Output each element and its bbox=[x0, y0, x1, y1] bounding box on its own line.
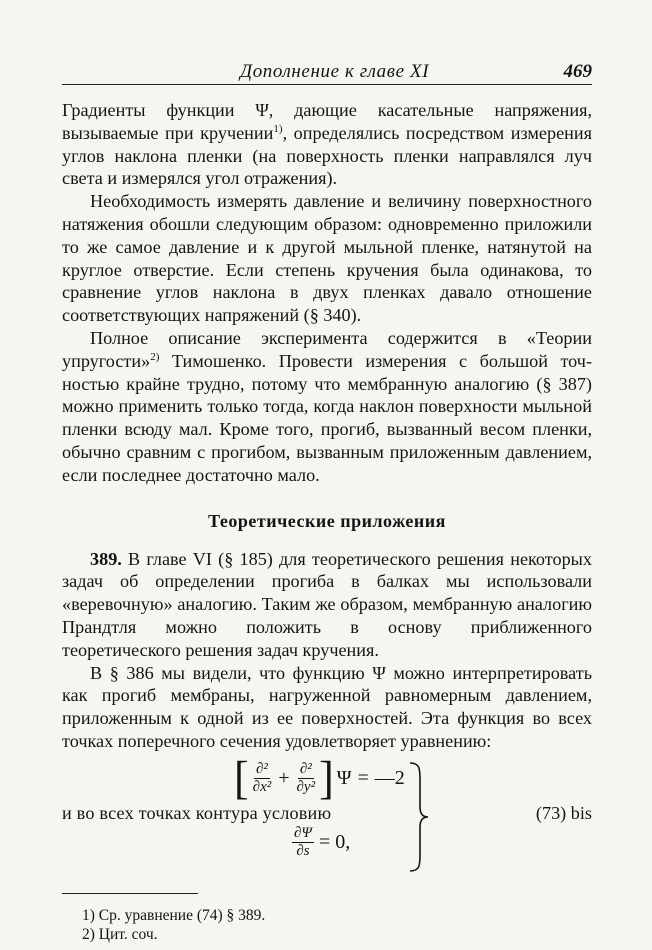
footnote-rule bbox=[62, 893, 198, 894]
right-brace bbox=[406, 761, 432, 873]
equation-number: (73) bis bbox=[535, 802, 592, 823]
numerator: ∂Ψ bbox=[294, 824, 312, 841]
right-bracket: ] bbox=[319, 752, 334, 804]
paragraph-4-text: В главе VI (§ 185) для теоретического решения некоторых задач об определении прогиба в балках мы использовали «веревочную» аналогию. Таким же образом, мембранную аналогию Прандтля можно положить в основу приближенного теоретического решения задач кручения. bbox=[62, 548, 592, 660]
paragraph-1 bbox=[62, 99, 592, 190]
fraction-dpsi-ds bbox=[292, 825, 314, 860]
section-number: 389. bbox=[90, 548, 122, 569]
footnotes bbox=[62, 906, 592, 944]
footnote-2 bbox=[62, 925, 592, 944]
footnote-1 bbox=[62, 906, 592, 925]
paragraph-1-text: Градиенты функции Ψ, дающие касательные напряжения, вызываемые при кручении bbox=[62, 100, 592, 143]
fraction-d2-dx2 bbox=[251, 761, 274, 796]
boundary-condition-equation bbox=[290, 825, 353, 860]
numerator: ∂² bbox=[255, 761, 268, 778]
bc-rhs: = 0, bbox=[318, 830, 351, 853]
left-bracket: [ bbox=[234, 752, 249, 804]
running-title: Дополнение к главе XI bbox=[240, 61, 430, 82]
denominator: ∂x² bbox=[252, 779, 272, 796]
footnote-ref-1: 1) bbox=[273, 122, 283, 135]
paragraph-4 bbox=[62, 548, 592, 662]
paragraph-1-continuation: , определялись посредством измерения углов наклона пленки (на поверхность пленки направлялся луч света и измерялся угол отражения). bbox=[62, 122, 592, 189]
psi-symbol: Ψ bbox=[336, 767, 352, 790]
footnote-text: Ср. уравнение (74) § 389. bbox=[94, 906, 266, 924]
footnote-ref-2: 2) bbox=[150, 350, 160, 363]
paragraph-2: Необходимость измерять давление и величину поверхностного натяжения обошли следующим образом: одновременно приложили то же самое давление и к другой мыльной пленке, натянутой на круглое отверстие. Если степень кручения была одинакова, то сравнение углов наклона в двух пленках давало отношение соответствующих напряжений (§ 340). bbox=[62, 191, 592, 326]
running-header bbox=[62, 56, 592, 85]
poisson-equation bbox=[234, 752, 408, 804]
equals-sign: = bbox=[357, 767, 369, 790]
section-heading: Теоретические приложения bbox=[208, 510, 446, 531]
denominator: ∂s bbox=[296, 842, 310, 859]
footnote-mark: 1) bbox=[82, 906, 95, 924]
paragraph-5: В § 386 мы видели, что функцию Ψ можно интерпретировать как прогиб мембраны, нагруженной равномерным давлением, приложенным к одной из ее поверхностей. Эта функция во всех точках поперечного сечения удовлетворяет уравнению: bbox=[62, 662, 592, 751]
paragraph-3-text-a: Полное описание эксперимента содержится в «Теории упругости» bbox=[62, 327, 592, 371]
formula-block bbox=[62, 752, 592, 877]
body-text bbox=[62, 99, 592, 944]
rhs-value: —2 bbox=[374, 767, 405, 790]
footnote-text: Цит. соч. bbox=[94, 925, 158, 943]
numerator: ∂² bbox=[299, 761, 312, 778]
paragraph-3-text-b: Тимошенко. Провести измерения с большой точностью крайне трудно, потому что мембранную аналогию (§ 387) можно применить только тогда, когда наклон поверхности мыльной пленки всюду мал. Кроме того, прогиб, вызванный весом пленки, обычно сравним с прогибом, вызванным приложенным давлением, если последнее достаточно мало. bbox=[62, 350, 592, 485]
paragraph-3 bbox=[62, 327, 592, 487]
footnote-mark: 2) bbox=[82, 925, 95, 943]
fraction-d2-dy2 bbox=[295, 761, 318, 796]
plus-sign: + bbox=[278, 767, 290, 790]
page-number: 469 bbox=[563, 61, 592, 82]
denominator: ∂y² bbox=[296, 779, 316, 796]
boundary-condition-text: и во всех точках контура условию bbox=[62, 802, 332, 823]
book-page bbox=[62, 56, 592, 944]
